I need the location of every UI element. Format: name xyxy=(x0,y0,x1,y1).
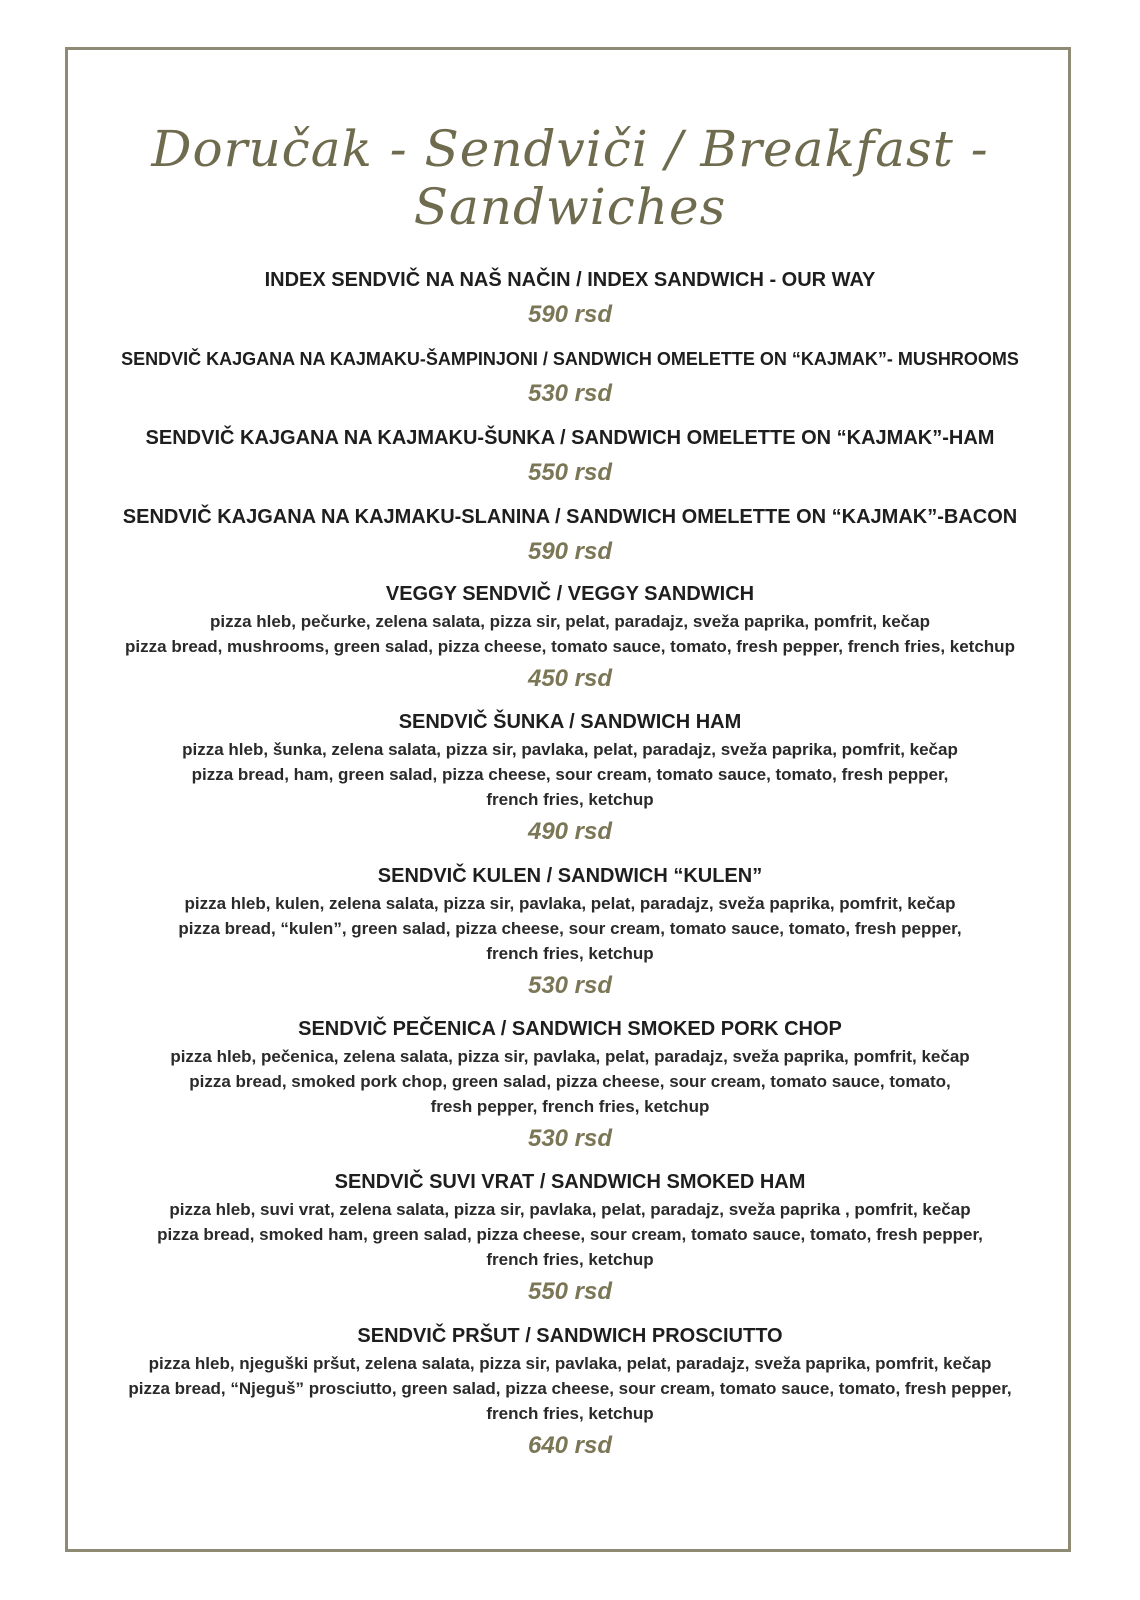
menu-item xyxy=(70,344,1070,410)
item-price: 490 rsd xyxy=(527,818,613,845)
item-name: SENDVIČ PRŠUT / SANDWICH PROSCIUTTO xyxy=(357,1325,783,1347)
menu-title: Doručak - Sendviči / Breakfast - Sandwiches xyxy=(151,120,989,236)
item-name: SENDVIČ SUVI VRAT / SANDWICH SMOKED HAM xyxy=(334,1171,806,1193)
item-price: 640 rsd xyxy=(527,1432,613,1459)
item-description-en-cont: fresh pepper, french fries, ketchup xyxy=(430,1097,710,1116)
item-description-sr: pizza hleb, kulen, zelena salata, pizza sir, pavlaka, pelat, paradajz, sveža paprika, pomfrit, kečap xyxy=(184,894,956,913)
menu-item xyxy=(70,502,1070,568)
item-description-en: pizza bread, smoked pork chop, green salad, pizza cheese, sour cream, tomato sauce, tomato, xyxy=(189,1072,951,1091)
item-description-en: pizza bread, mushrooms, green salad, pizza cheese, tomato sauce, tomato, fresh pepper, french fries, ketchup xyxy=(125,637,1015,656)
menu-item xyxy=(70,423,1070,489)
menu-item xyxy=(70,861,1070,1002)
item-description-en-cont: french fries, ketchup xyxy=(486,1404,654,1423)
menu-item xyxy=(70,1321,1070,1462)
item-name: SENDVIČ KAJGANA NA KAJMAKU-ŠUNKA / SANDWICH OMELETTE ON “KAJMAK”-HAM xyxy=(145,427,995,449)
item-price: 550 rsd xyxy=(527,1278,613,1305)
item-price: 530 rsd xyxy=(527,1125,613,1152)
item-price: 530 rsd xyxy=(527,972,613,999)
item-name: VEGGY SENDVIČ / VEGGY SANDWICH xyxy=(385,583,755,605)
item-description-en-cont: french fries, ketchup xyxy=(486,790,654,809)
menu-item xyxy=(70,707,1070,848)
item-name: SENDVIČ KAJGANA NA KAJMAKU-SLANINA / SANDWICH OMELETTE ON “KAJMAK”-BACON xyxy=(122,506,1018,528)
item-description-en: pizza bread, smoked ham, green salad, pizza cheese, sour cream, tomato sauce, tomato, fresh pepper, xyxy=(157,1225,983,1244)
menu-item xyxy=(70,1167,1070,1308)
item-price: 590 rsd xyxy=(527,538,613,565)
item-description-en: pizza bread, “Njeguš” prosciutto, green salad, pizza cheese, sour cream, tomato sauce, tomato, fresh pepper, xyxy=(128,1379,1012,1398)
item-price: 450 rsd xyxy=(527,665,613,692)
item-description-en-cont: french fries, ketchup xyxy=(486,944,654,963)
item-name: INDEX SENDVIČ NA NAŠ NAČIN / INDEX SANDWICH - OUR WAY xyxy=(264,269,876,291)
item-description-en: pizza bread, “kulen”, green salad, pizza cheese, sour cream, tomato sauce, tomato, fresh pepper, xyxy=(178,919,962,938)
item-name: SENDVIČ KAJGANA NA KAJMAKU-ŠAMPINJONI / SANDWICH OMELETTE ON “KAJMAK”- MUSHROOMS xyxy=(121,349,1019,369)
item-description-en: pizza bread, ham, green salad, pizza cheese, sour cream, tomato sauce, tomato, fresh pepper, xyxy=(191,765,949,784)
item-description-sr: pizza hleb, pečenica, zelena salata, pizza sir, pavlaka, pelat, paradajz, sveža paprika, pomfrit, kečap xyxy=(170,1047,970,1066)
menu-item xyxy=(70,265,1070,331)
menu-item xyxy=(70,1014,1070,1155)
item-description-sr: pizza hleb, šunka, zelena salata, pizza sir, pavlaka, pelat, paradajz, sveža paprika, pomfrit, kečap xyxy=(182,740,958,759)
item-name: SENDVIČ KULEN / SANDWICH “KULEN” xyxy=(377,865,763,887)
menu-item xyxy=(70,579,1070,695)
item-name: SENDVIČ ŠUNKA / SANDWICH HAM xyxy=(398,711,742,733)
item-price: 550 rsd xyxy=(527,459,613,486)
item-description-en-cont: french fries, ketchup xyxy=(486,1250,654,1269)
item-name: SENDVIČ PEČENICA / SANDWICH SMOKED PORK CHOP xyxy=(298,1018,842,1040)
item-description-sr: pizza hleb, suvi vrat, zelena salata, pizza sir, pavlaka, pelat, paradajz, sveža paprika , pomfrit, kečap xyxy=(169,1200,971,1219)
item-description-sr: pizza hleb, njeguški pršut, zelena salata, pizza sir, pavlaka, pelat, paradajz, sveža paprika, pomfrit, kečap xyxy=(148,1354,992,1373)
item-price: 590 rsd xyxy=(527,301,613,328)
item-description-sr: pizza hleb, pečurke, zelena salata, pizza sir, pelat, paradajz, sveža paprika, pomfrit, kečap xyxy=(210,612,930,631)
item-price: 530 rsd xyxy=(527,380,613,407)
